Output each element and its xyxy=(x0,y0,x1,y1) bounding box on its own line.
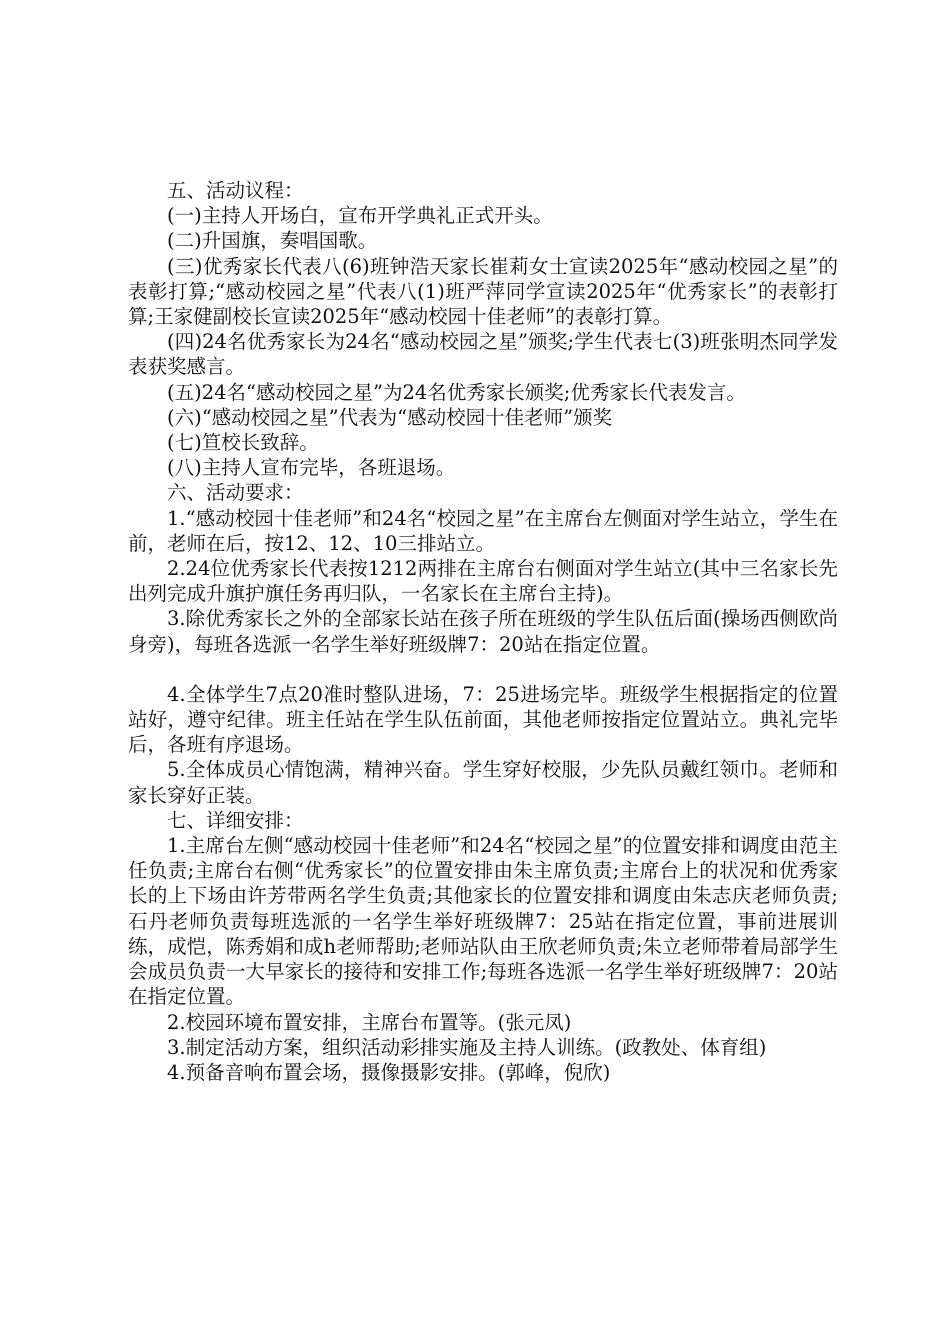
document-body xyxy=(128,178,838,1085)
requirement-item-2: 2.24位优秀家长代表按1212两排在主席台右侧面对学生站立(其中三名家长先出列完成升旗护旗任务再归队，一名家长在主席台主持)。 xyxy=(128,557,838,606)
requirement-item-5: 5.全体成员心情饱满，精神兴奋。学生穿好校服，少先队员戴红领巾。老师和家长穿好正装。 xyxy=(128,758,838,807)
requirement-item-1: 1.“感动校园十佳老师”和24名“校园之星”在主席台左侧面对学生站立，学生在前，老师在后，按12、12、10三排站立。 xyxy=(128,506,838,555)
section-heading-requirements: 六、活动要求： xyxy=(167,481,304,505)
agenda-item-5: (五)24名“感动校园之星”为24名优秀家长颁奖;优秀家长代表发言。 xyxy=(167,380,746,404)
agenda-item-6: (六)“感动校园之星”代表为“感动校园十佳老师”颁奖 xyxy=(167,405,613,429)
agenda-item-3: (三)优秀家长代表八(6)班钟浩天家长崔莉女士宣读2025年“感动校园之星”的表彰打算;“感动校园之星”代表八(1)班严萍同学宣读2025年“优秀家长”的表彰打算;王家健副校长宣读2025年“感动校园十佳老师”的表彰打算。 xyxy=(128,254,838,329)
agenda-item-7: (七)笪校长致辞。 xyxy=(167,431,319,455)
arrangement-item-1: 1.主席台左侧“感动校园十佳老师”和24名“校园之星”的位置安排和调度由范主任负责;主席台右侧“优秀家长”的位置安排由朱主席负责;主席台上的状况和优秀家长的上下场由许芳带两名学生负责;其他家长的位置安排和调度由朱志庆老师负责;石丹老师负责每班选派的一名学生举好班级牌7：25站在指定位置，事前进展训练，成恺，陈秀娟和成h老师帮助;老师站队由王欣老师负责;朱立老师带着局部学生会成员负责一大早家长的接待和安排工作;每班各选派一名学生举好班级牌7：20站在指定位置。 xyxy=(128,834,838,1009)
paragraph-gap xyxy=(128,657,838,682)
section-heading-arrangements: 七、详细安排： xyxy=(167,808,304,832)
agenda-item-4: (四)24名优秀家长为24名“感动校园之星”颁奖;学生代表七(3)班张明杰同学发表获奖感言。 xyxy=(128,330,838,379)
arrangement-item-2: 2.校园环境布置安排，主席台布置等。(张元凤) xyxy=(167,1010,572,1034)
agenda-item-1: (一)主持人开场白，宣布开学典礼正式开头。 xyxy=(167,204,553,228)
agenda-item-8: (八)主持人宣布完毕，各班退场。 xyxy=(167,456,456,480)
section-heading-agenda: 五、活动议程： xyxy=(167,179,304,202)
requirement-item-4: 4.全体学生7点20准时整队进场，7：25进场完毕。班级学生根据指定的位置站好，遵守纪律。班主任站在学生队伍前面，其他老师按指定位置站立。典礼完毕后，各班有序退场。 xyxy=(128,682,838,757)
agenda-item-2: (二)升国旗，奏唱国歌。 xyxy=(167,229,378,253)
arrangement-item-3: 3.制定活动方案，组织活动彩排实施及主持人训练。(政教处、体育组) xyxy=(167,1035,767,1059)
arrangement-item-4: 4.预备音响布置会场，摄像摄影安排。(郭峰，倪欣) xyxy=(167,1060,611,1084)
requirement-item-3: 3.除优秀家长之外的全部家长站在孩子所在班级的学生队伍后面(操场西侧欧尚身旁)，每班各选派一名学生举好班级牌7：20站在指定位置。 xyxy=(128,607,838,656)
